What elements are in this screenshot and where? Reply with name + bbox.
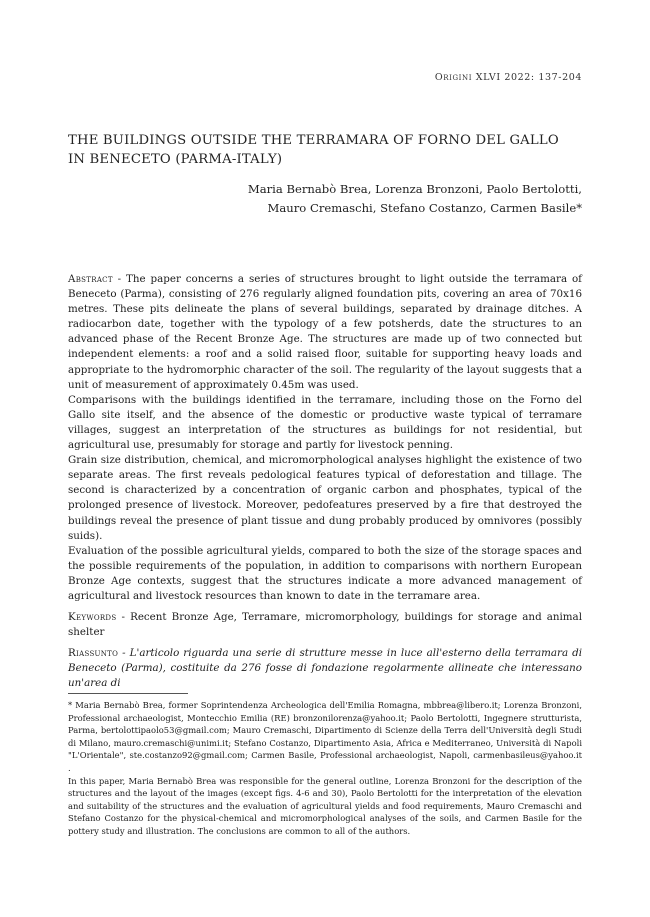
abstract-section xyxy=(68,272,582,692)
keywords-label: Keywords xyxy=(68,611,117,624)
footnote-section xyxy=(68,699,582,838)
footnote-contributions: In this paper, Maria Bernabò Brea was responsible for the general outline, Lorenza Bronzoni for the description of the structures and the layout of the images (except figs. 4-6 and 30), Paolo Bertolotti for the interpretation of the elevation and suitability of the structures and the evaluation of agricultural yields and food requirements, Mauro Cremaschi and Stefano Costanzo for the physical-chemical and micromorphological analyses of the soils, and Carmen Basile for the pottery study and illustration. The conclusions are common to all of the authors. xyxy=(68,775,582,836)
keywords-text: - Recent Bronze Age, Terramare, micromorphology, buildings for storage and animal shelter xyxy=(68,611,582,639)
title-line-2: IN BENECETO (PARMA-ITALY) xyxy=(68,152,283,167)
author-list xyxy=(162,180,582,218)
running-head: Origini XLVI 2022: 137-204 xyxy=(434,72,582,83)
riassunto-text: - L'articolo riguarda una serie di strutture messe in luce all'esterno della terramara di Beneceto (Parma), costituite da 276 fosse di fondazione regolarmente allineate che interessano un'area di xyxy=(68,647,582,690)
footnote-divider xyxy=(68,693,188,694)
abstract-paragraph-1 xyxy=(68,272,582,393)
abstract-text-1: - The paper concerns a series of structures brought to light outside the terramara of Beneceto (Parma), consisting of 276 regularly aligned foundation pits, covering an area of 70x16 metres. These pits delineate the plans of several buildings, separated by drainage ditches. A radiocarbon date, together with the typology of a few potsherds, date the structures to an advanced phase of the Recent Bronze Age. The structures are made up of two connected but independent elements: a roof and a solid raised floor, suitable for supporting heavy loads and appropriate to the hydromorphic character of the soil. The regularity of the layout suggests that a unit of measurement of approximately 0.45m was used. xyxy=(68,273,582,391)
riassunto-paragraph xyxy=(68,646,582,691)
authors-line-1: Maria Bernabò Brea, Lorenza Bronzoni, Paolo Bertolotti, xyxy=(247,182,582,196)
abstract-paragraph-2: Comparisons with the buildings identified in the terramare, including those on the Forno del Gallo site itself, and the absence of the domestic or productive waste typical of terramare villages, suggest an interpretation of the structures as buildings for not residential, but agricultural use, presumably for storage and partly for livestock penning. xyxy=(68,393,582,452)
article-title xyxy=(68,131,588,169)
riassunto-label: Riassunto xyxy=(68,647,119,660)
title-line-1: THE BUILDINGS OUTSIDE THE TERRAMARA OF FORNO DEL GALLO xyxy=(68,133,559,148)
abstract-label: Abstract xyxy=(68,273,113,285)
abstract-paragraph-4: Evaluation of the possible agricultural yields, compared to both the size of the storage spaces and the possible requirements of the population, in addition to comparisons with northern European Bronze Age contexts, suggest that the structures indicate a more advanced management of agricultural and livestock resources than known to date in the terramare area. xyxy=(68,544,582,602)
keywords-paragraph xyxy=(68,610,582,640)
abstract-paragraph-3: Grain size distribution, chemical, and micromorphological analyses highlight the existence of two separate areas. The first reveals pedological features typical of deforestation and tillage. The second is characterized by a concentration of organic carbon and phosphates, typical of the prolonged presence of livestock. Moreover, pedofeatures preserved by a fire that destroyed the buildings reveal the presence of plant tissue and dung probably produced by omnivores (possibly suids). xyxy=(68,454,582,542)
authors-line-2: Mauro Cremaschi, Stefano Costanzo, Carmen Basile* xyxy=(267,201,582,215)
footnote-affiliations: * Maria Bernabò Brea, former Soprintendenza Archeologica dell'Emilia Romagna, mbbrea@libero.it; Lorenza Bronzoni, Professional archaeologist, Montecchio Emilia (RE) bronzonilorenza@yahoo.it; Paolo Bertolotti, Ingegnere strutturista, Parma, bertolottipaolo53@gmail.com; Mauro Cremaschi, Dipartimento di Scienze della Terra dell'Università degli Studi di Milano, mauro.cremaschi@unimi.it; Stefano Costanzo, Dipartimento Asia, Africa e Mediterraneo, Università di Napoli "L'Orientale", ste.costanzo92@gmail.com; Carmen Basile, Professional archaeologist, Napoli, carmenbasileus@yahoo.it . xyxy=(68,700,582,773)
